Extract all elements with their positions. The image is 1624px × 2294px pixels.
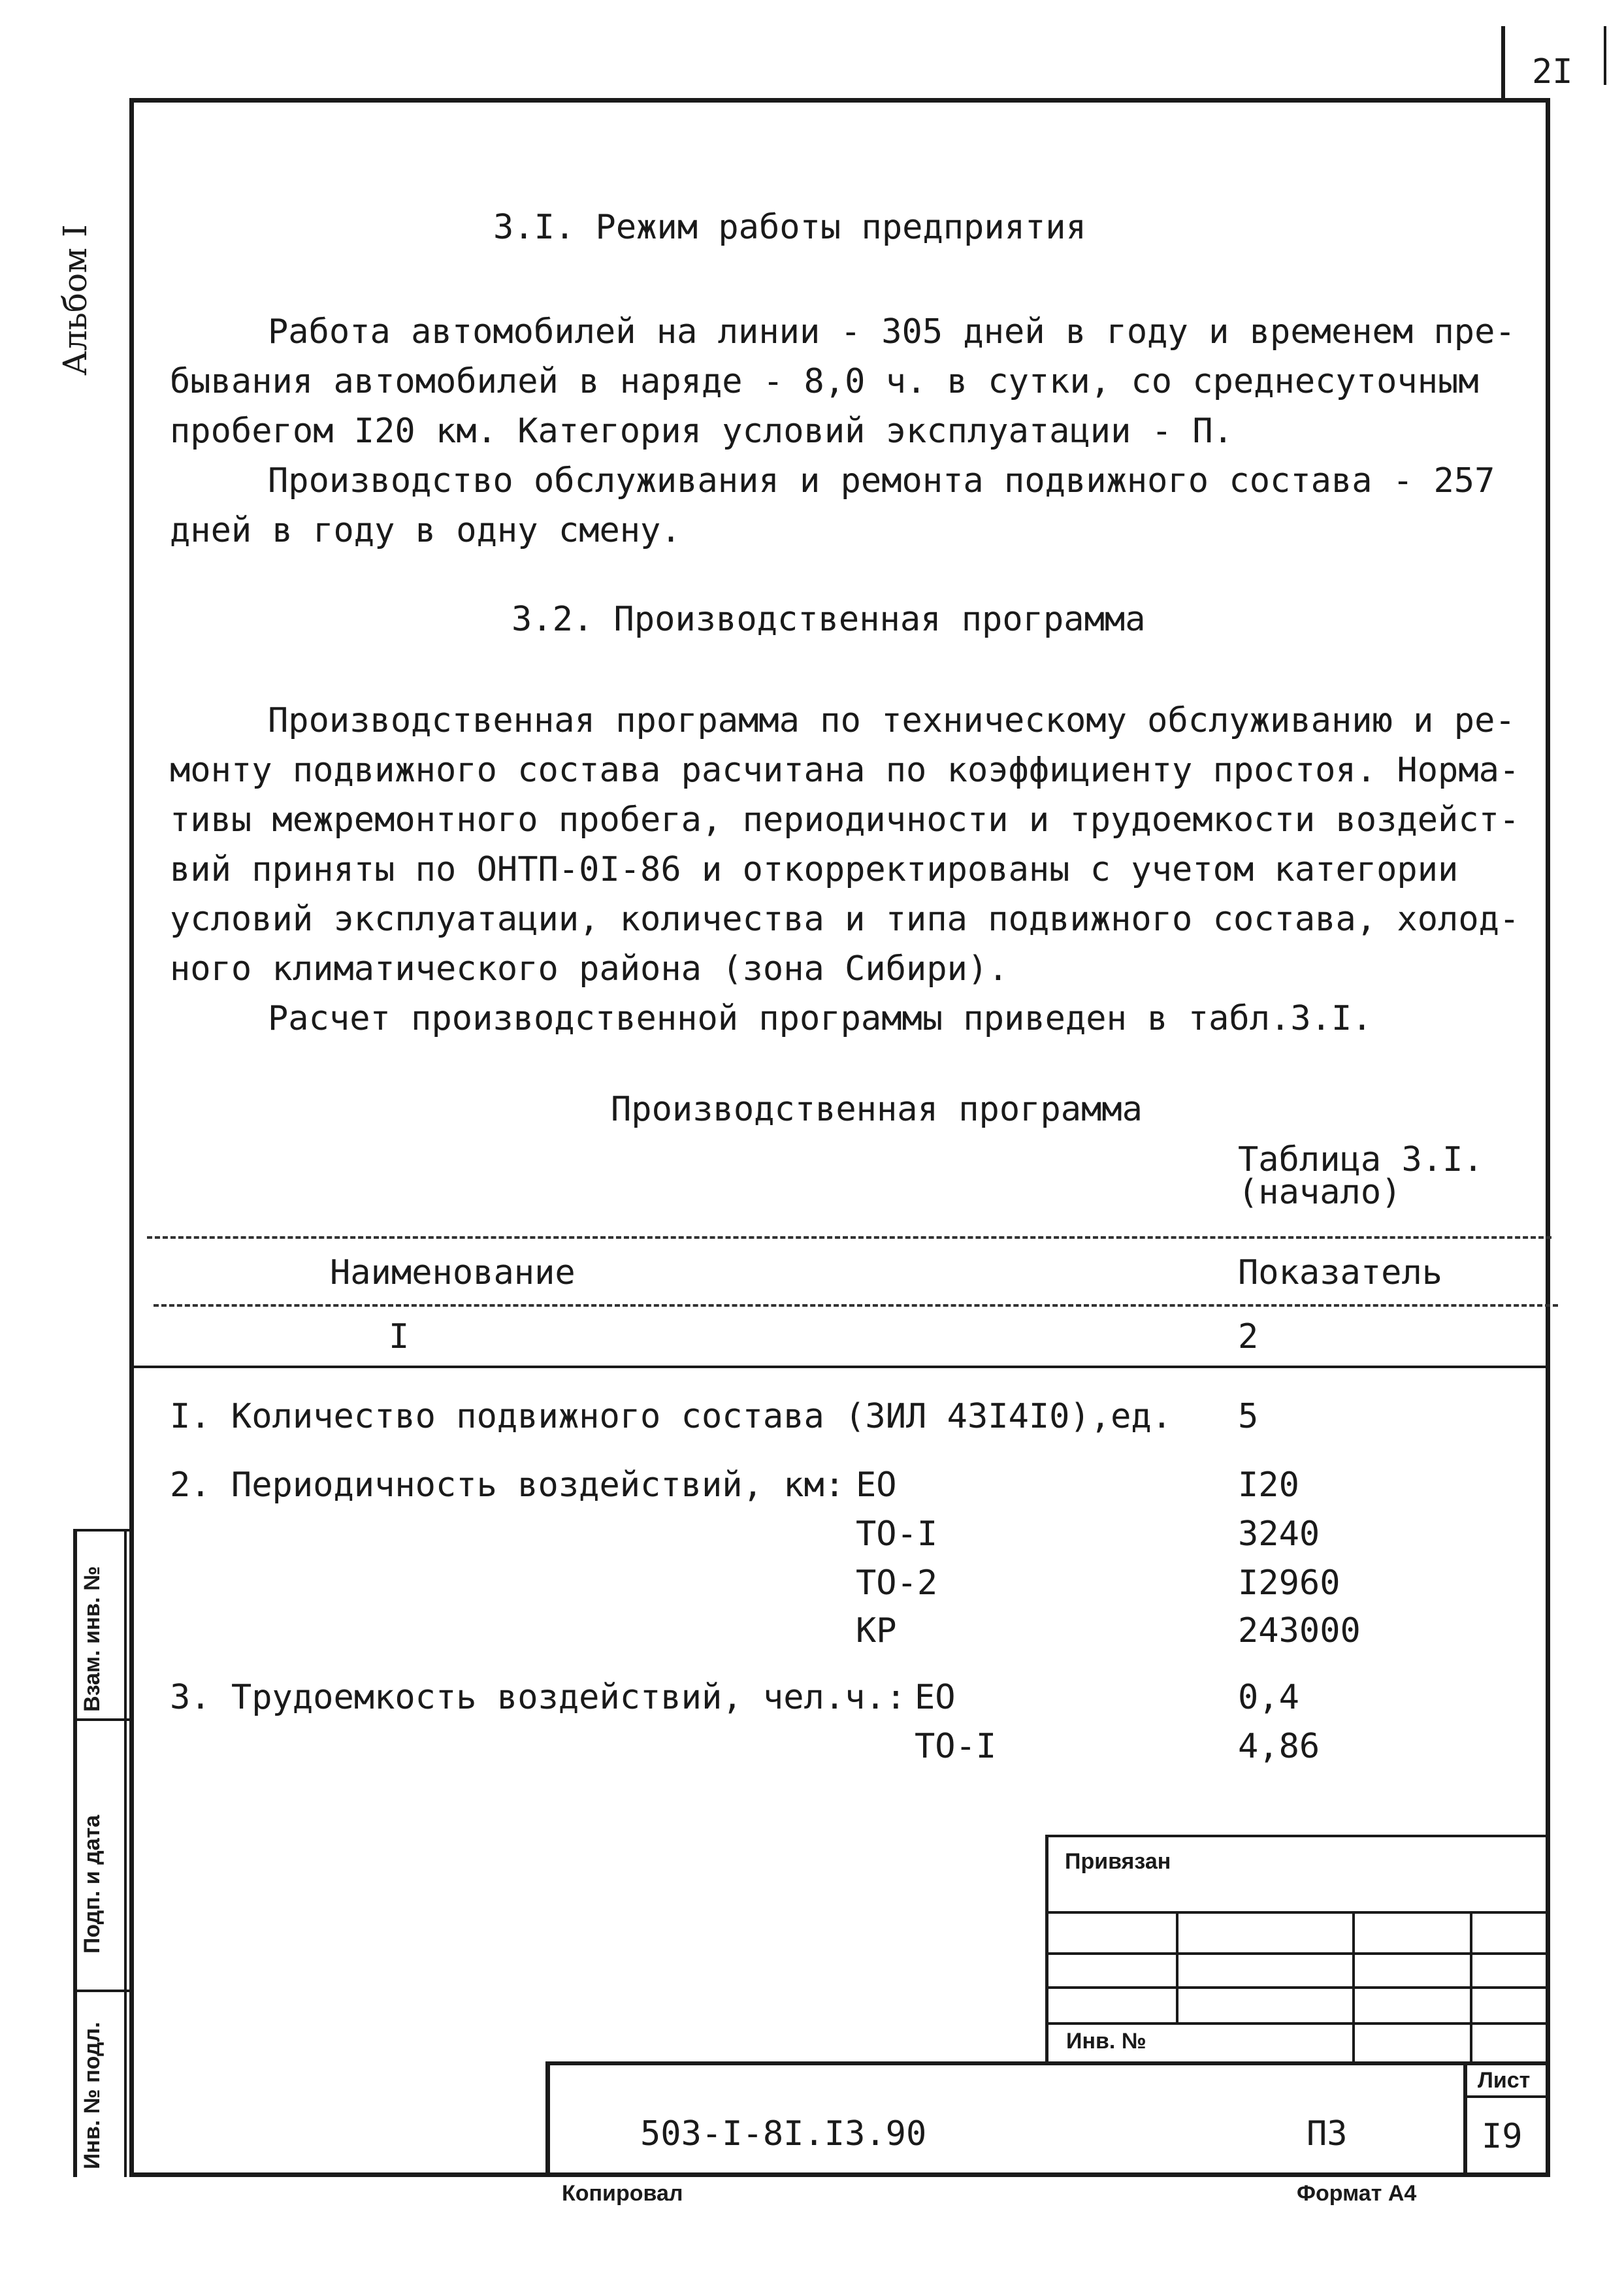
paragraph-line: Производство обслуживания и ремонта подвижного состава - 257 (268, 461, 1495, 500)
sheet-number: I9 (1482, 2117, 1523, 2156)
side-stamp-inv: Инв. № подл. (80, 2022, 105, 2169)
table-row-name: I. Количество подвижного состава (ЗИЛ 43I4I0),ед. (170, 1397, 1173, 1436)
table-row-value: I2960 (1238, 1564, 1340, 1603)
paragraph-line: Расчет производственной программы приведен в табл.3.I. (268, 999, 1372, 1038)
side-stamp-rule-2 (73, 1990, 129, 1992)
table-row-value: 0,4 (1238, 1678, 1299, 1717)
side-stamp-top-rule (73, 1529, 129, 1532)
table-top-rule (147, 1236, 1551, 1239)
paragraph-line: Производственная программа по техническому обслуживанию и ре- (268, 701, 1516, 740)
column-header-value: Показатель (1238, 1253, 1443, 1292)
table-number-rule (129, 1366, 1550, 1368)
sheet-cell-border (1463, 2061, 1467, 2177)
table-row-sub: ТО-I (856, 1515, 938, 1554)
table-row-sub: ТО-2 (856, 1564, 938, 1603)
sheet-label: Лист (1478, 2068, 1531, 2093)
page-number-divider (1501, 26, 1505, 98)
privyazan-left-border (1045, 1835, 1048, 2063)
side-stamp-mid-border (124, 1529, 127, 2177)
table-row-value: I20 (1238, 1466, 1299, 1505)
column-number-2: 2 (1238, 1317, 1259, 1356)
table-row-value: 3240 (1238, 1515, 1320, 1554)
side-stamp-vzam: Взам. инв. № (80, 1565, 105, 1712)
side-stamp-left-border (73, 1529, 77, 2177)
footer-copied: Копировал (562, 2181, 683, 2206)
column-header-name: Наименование (330, 1253, 576, 1292)
privyazan-vline-2 (1352, 1911, 1355, 2063)
paragraph-line: тивы межремонтного пробега, периодичности и трудоемкости воздейст- (170, 800, 1520, 840)
code-strip-top-border (545, 2061, 1550, 2065)
paragraph-line: пробегом I20 км. Категория условий эксплуатации - П. (170, 412, 1233, 451)
privyazan-vline-3 (1470, 1911, 1472, 2063)
paragraph-line: вий приняты по ОНТП-0I-86 и откорректированы с учетом категории (170, 850, 1459, 889)
table-label: Таблица 3.I. (1238, 1140, 1484, 1179)
album-label: Альбом I (56, 224, 94, 376)
paragraph-line: условий эксплуатации, количества и типа подвижного состава, холод- (170, 900, 1520, 939)
table-row-sub: КР (856, 1611, 897, 1650)
paragraph-line: ного климатического района (зона Сибири). (170, 949, 1009, 989)
privyazan-rule-1 (1045, 1911, 1550, 1914)
section-1-heading: 3.I. Режим работы предприятия (493, 208, 1086, 247)
column-number-1: I (389, 1317, 410, 1356)
paragraph-line: дней в году в одну смену. (170, 511, 681, 550)
table-row-sub: ТО-I (915, 1727, 997, 1766)
paragraph-line: Работа автомобилей на линии - 305 дней в году и временем пре- (268, 312, 1516, 352)
table-row-name: 3. Трудоемкость воздействий, чел.ч.: (170, 1678, 907, 1717)
table-caption: Производственная программа (611, 1090, 1143, 1129)
code-strip-left-border (545, 2061, 550, 2177)
table-header-rule (154, 1304, 1558, 1307)
privyazan-top-rule (1045, 1835, 1550, 1837)
side-stamp-podp: Подп. и дата (80, 1814, 105, 1954)
privyazan-rule-4 (1045, 2022, 1550, 2025)
side-stamp-rule-1 (73, 1718, 129, 1721)
sheet-cell-rule (1463, 2095, 1550, 2098)
section-2-heading: 3.2. Производственная программа (512, 600, 1146, 639)
table-label-note: (начало) (1238, 1173, 1402, 1212)
doc-type: ПЗ (1307, 2114, 1348, 2154)
table-row-value: 243000 (1238, 1611, 1361, 1650)
paragraph-line: бывания автомобилей в наряде - 8,0 ч. в сутки, со среднесуточным (170, 362, 1479, 401)
table-row-value: 5 (1238, 1397, 1259, 1436)
table-row-sub: ЕО (856, 1466, 897, 1505)
table-row-value: 4,86 (1238, 1727, 1320, 1766)
privyazan-rule-3 (1045, 1986, 1550, 1989)
inv-no-label: Инв. № (1066, 2029, 1146, 2054)
doc-code: 503-I-8I.I3.90 (640, 2114, 927, 2154)
page-number-mark (1604, 26, 1606, 85)
privyazan-vline-1 (1176, 1911, 1178, 2022)
table-row-sub: ЕО (915, 1678, 956, 1717)
paragraph-line: монту подвижного состава расчитана по коэффициенту простоя. Норма- (170, 751, 1520, 790)
privyazan-rule-2 (1045, 1952, 1550, 1955)
privyazan-label: Привязан (1065, 1849, 1171, 1874)
table-row-name: 2. Периодичность воздействий, км: (170, 1466, 845, 1505)
footer-format: Формат А4 (1297, 2181, 1417, 2206)
page-number: 2I (1532, 52, 1573, 91)
